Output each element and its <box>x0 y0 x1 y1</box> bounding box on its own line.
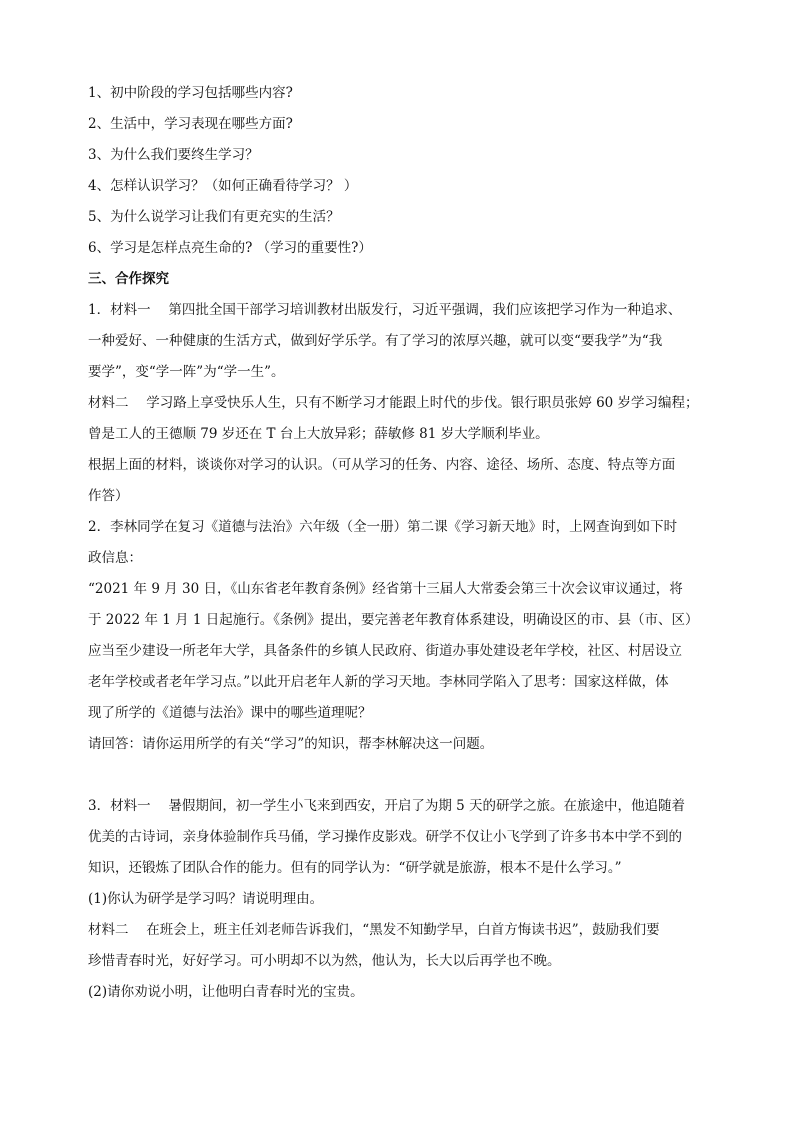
exercise-1-line: 曾是工人的王德顺 79 岁还在 T 台上大放异彩；薛敏修 81 岁大学顺利毕业。 <box>88 426 549 442</box>
exercise-2-line: 应当至少建设一所老年大学，具备条件的乡镇人民政府、街道办事处建设老年学校，社区、村居设立 <box>88 643 682 659</box>
exercise-2-line: 于 2022 年 1 月 1 日起施行。《条例》提出，要完善老年教育体系建设，明确设区的市、县（市、区） <box>88 612 699 628</box>
exercise-3-line: 珍惜青春时光，好好学习。可小明却不以为然，他认为，长大以后再学也不晚。 <box>88 953 561 969</box>
exercise-2-line: 2．李林同学在复习《道德与法治》六年级（全一册）第二课《学习新天地》时，上网查询到如下时 <box>88 519 678 535</box>
question-1: 1、初中阶段的学习包括哪些内容? <box>88 85 293 101</box>
question-list <box>88 78 712 264</box>
exercise-1-line: 作答） <box>88 488 129 504</box>
exercise-1-line: 要学”，变“学一阵”为“学一生”。 <box>88 364 285 380</box>
question-6: 6、学习是怎样点亮生命的? （学习的重要性?） <box>88 240 372 256</box>
question-5: 5、为什么说学习让我们有更充实的生活？ <box>88 209 340 225</box>
exercise-2 <box>88 512 712 760</box>
exercise-3 <box>88 791 712 1008</box>
exercise-1-line: 根据上面的材料，谈谈你对学习的认识。（可从学习的任务、内容、途径、场所、态度、特点等方面 <box>88 457 676 473</box>
exercise-1-line: 材料二 学习路上享受快乐人生，只有不断学习才能跟上时代的步伐。银行职员张婷 60 岁学习编程； <box>88 395 699 411</box>
exercise-3-line: 材料二 在班会上，班主任刘老师告诉我们，“黑发不知勤学早，白首方悔读书迟”，鼓励我们要 <box>88 922 660 938</box>
exercise-3-line: 优美的古诗词，亲身体验制作兵马俑，学习操作皮影戏。研学不仅让小飞学到了许多书本中学不到的 <box>88 829 682 845</box>
question-3: 3、为什么我们要终生学习？ <box>88 147 259 163</box>
question-2: 2、生活中，学习表现在哪些方面? <box>88 116 293 132</box>
exercise-2-line: 请回答：请你运用所学的有关“学习”的知识，帮李林解决这一问题。 <box>88 736 494 752</box>
exercise-3-line: (2)请你劝说小明，让他明白青春时光的宝贵。 <box>88 984 364 1000</box>
document-body <box>88 78 712 1008</box>
exercise-1-line: 一种爱好、一种健康的生活方式，做到好学乐学。有了学习的浓厚兴趣，就可以变“要我学”为“我 <box>88 333 663 349</box>
exercise-2-line: 老年学校或者老年学习点。”以此开启老年人新的学习天地。李林同学陷入了思考：国家这样做，体 <box>88 674 669 690</box>
exercise-3-line: (1)你认为研学是学习吗？请说明理由。 <box>88 891 324 907</box>
exercise-3-line: 3．材料一 暑假期间，初一学生小飞来到西安，开启了为期 5 天的研学之旅。在旅途中，他追随着 <box>88 798 686 814</box>
question-4: 4、怎样认识学习？（如何正确看待学习？ ） <box>88 178 358 194</box>
exercise-2-line: 政信息： <box>88 550 142 566</box>
exercise-1-line: 1．材料一 第四批全国干部学习培训教材出版发行，习近平强调，我们应该把学习作为一种追求、 <box>88 302 682 318</box>
exercise-3-line: 知识，还锻炼了团队合作的能力。但有的同学认为：“研学就是旅游，根本不是什么学习。” <box>88 860 622 876</box>
exercise-2-line: “2021 年 9 月 30 日，《山东省老年教育条例》经省第十三届人大常委会第三十次会议审议通过，将 <box>88 581 683 597</box>
section-title: 三、合作探究 <box>88 271 169 287</box>
blank-line <box>88 760 712 791</box>
exercise-1 <box>88 295 712 512</box>
exercise-2-line: 现了所学的《道德与法治》课中的哪些道理呢？ <box>88 705 372 721</box>
